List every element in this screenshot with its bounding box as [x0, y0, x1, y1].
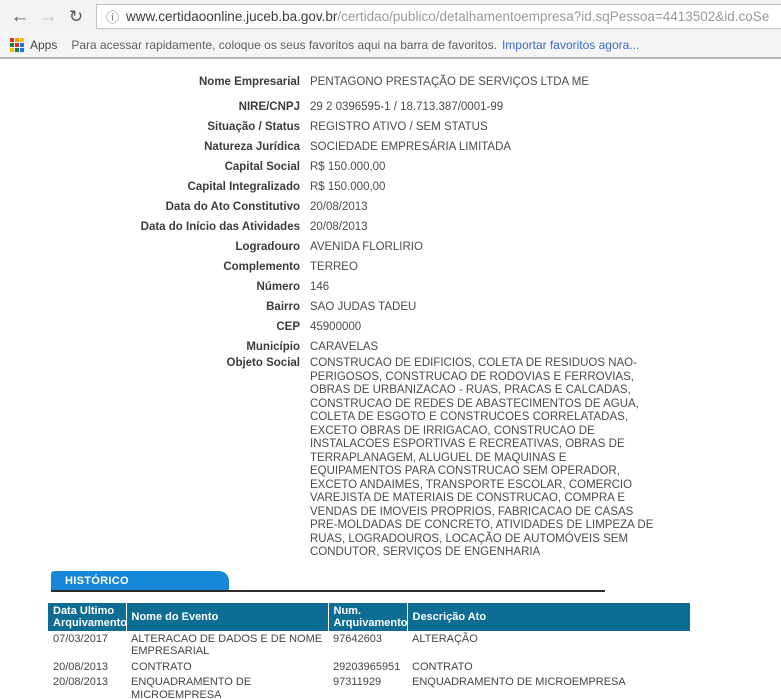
field-cep [0, 317, 781, 337]
field-label: Data do Ato Constitutivo [165, 201, 300, 213]
col-header-data-ultimo-arquivamento: Data Ultimo Arquivamento [48, 603, 126, 631]
table-row [48, 674, 690, 699]
col-header-nome-do-evento: Nome do Evento [126, 603, 328, 631]
tab-historico[interactable]: HISTÓRICO [51, 571, 229, 590]
field-label: CEP [276, 321, 300, 333]
url-path: /certidao/publico/detalhamentoempresa?id.sqPessoa=4413502&id.coSe [337, 9, 770, 24]
apps-label: Apps [30, 38, 58, 52]
import-favorites-link[interactable]: Importar favoritos agora... [501, 38, 640, 52]
field-label: Número [256, 281, 300, 293]
back-button[interactable]: ← [10, 6, 30, 27]
cell-data: 20/08/2013 [53, 660, 109, 673]
field-value: SAO JUDAS TADEU [310, 301, 417, 313]
historico-table [48, 603, 690, 699]
field-value: 146 [310, 281, 330, 293]
historico-tab-bar [51, 571, 605, 592]
field-value: SOCIEDADE EMPRESÁRIA LIMITADA [310, 141, 512, 153]
field-label: Objeto Social [226, 357, 300, 369]
field-data-inicio-atividades [0, 217, 781, 237]
cell-data: 20/08/2013 [53, 676, 109, 688]
field-numero [0, 277, 781, 297]
cell-evento: ENQUADRAMENTO DE MICROEMPRESA [131, 676, 252, 699]
cell-num: 29203965951 [333, 660, 401, 673]
field-municipio [0, 337, 781, 357]
field-objeto-social [0, 357, 781, 560]
table-row [48, 631, 690, 659]
field-situacao-status [0, 117, 781, 137]
cell-descricao: CONTRATO [412, 660, 473, 673]
field-label: Capital Integralizado [187, 181, 300, 193]
apps-grid-icon [10, 38, 24, 52]
field-value: 45900000 [310, 321, 362, 333]
field-label: NIRE/CNPJ [238, 101, 300, 113]
favorites-hint-text: Para acessar rapidamente, coloque os seus favoritos aqui na barra de favoritos. [71, 38, 497, 52]
url-domain: www.certidaoonline.juceb.ba.gov.br [126, 9, 338, 24]
field-nire-cnpj [0, 97, 781, 117]
col-header-descricao-ato: Descrição Ato [407, 603, 690, 631]
field-bairro [0, 297, 781, 317]
bookmarks-bar [0, 33, 781, 59]
field-label: Bairro [266, 301, 300, 313]
field-label: Situação / Status [207, 121, 300, 133]
field-data-ato-constitutivo [0, 197, 781, 217]
table-header-row [48, 603, 690, 631]
field-value: CARAVELAS [310, 341, 379, 353]
field-value: 20/08/2013 [310, 201, 368, 213]
field-logradouro [0, 237, 781, 257]
col-header-num-arquivamento: Num. Arquivamento [328, 603, 407, 631]
field-value: REGISTRO ATIVO / SEM STATUS [310, 121, 488, 133]
page-info-icon[interactable]: ⓘ [106, 10, 120, 25]
field-complemento [0, 257, 781, 277]
cell-descricao: ALTERAÇÃO [412, 632, 478, 645]
field-value: TERREO [310, 261, 358, 273]
field-label: Logradouro [235, 241, 300, 253]
field-label: Data do Início das Atividades [140, 221, 300, 233]
browser-chrome [0, 0, 781, 59]
refresh-button[interactable]: ↻ [68, 7, 84, 26]
field-nome-empresarial [0, 72, 781, 92]
field-value: 29 2 0396595-1 / 18.713.387/0001-99 [310, 101, 504, 113]
field-label: Nome Empresarial [199, 76, 300, 88]
field-capital-integralizado [0, 177, 781, 197]
cell-descricao: ENQUADRAMENTO DE MICROEMPRESA [412, 676, 626, 688]
field-value: PENTAGONO PRESTAÇÃO DE SERVIÇOS LTDA ME [310, 76, 590, 88]
cell-evento: CONTRATO [131, 660, 192, 673]
field-label: Capital Social [224, 161, 300, 173]
field-label: Natureza Jurídica [204, 141, 300, 153]
cell-evento: ALTERACAO DE DADOS E DE NOME EMPRESARIAL [131, 632, 323, 657]
field-value: R$ 150.000,00 [310, 161, 386, 173]
cell-data: 07/03/2017 [53, 632, 109, 645]
field-value: 20/08/2013 [310, 221, 368, 233]
field-capital-social [0, 157, 781, 177]
apps-button[interactable] [10, 38, 57, 52]
table-row [48, 659, 690, 675]
field-label: Município [246, 341, 300, 353]
field-label: Complemento [223, 261, 300, 273]
field-value: CONSTRUCAO DE EDIFICIOS, COLETA DE RESIDUOS NAO-PERIGOSOS, CONSTRUCAO DE RODOVIAS E FERROVIAS, OBRAS DE URBANIZACAO - RUAS, PRACAS E CALCADAS, CONSTRUCAO DE REDES DE ABASTECIMENTOS DE AGUA, COLETA DE ESGOTO E CONSTRUCOES CORRELATADAS, EXCETO OBRAS DE IRRIGACAO, CONSTRUCAO DE INSTALACOES ESPORTIVAS E RECREATIVAS, OBRAS DE TERRAPLANAGEM, ALUGUEL DE MAQUINAS E EQUIPAMENTOS PARA CONSTRUCAO SEM OPERADOR, EXCETO ANDAIMES, TRANSPORTE ESCOLAR, COMERCIO VAREJISTA DE MATERIAIS DE CONSTRUCAO, COMPRA E VENDAS DE IMOVEIS PROPRIOS, FABRICACAO DE CASAS PRE-MOLDADAS DE CONCRETO, ATIVIDADES DE LIMPEZA DE RUAS, LOGRADOUROS, LOCAÇÃO DE AUTOMÓVEIS SEM CONDUTOR, SERVIÇOS DE ENGENHARIA [310, 357, 654, 558]
cell-num: 97642603 [333, 632, 382, 645]
browser-toolbar [0, 0, 781, 33]
cell-num: 97311929 [333, 676, 382, 688]
field-value: AVENIDA FLORLIRIO [310, 241, 423, 253]
field-value: R$ 150.000,00 [310, 181, 386, 193]
company-detail-page [0, 59, 781, 699]
field-natureza-juridica [0, 137, 781, 157]
forward-button[interactable]: → [38, 6, 58, 27]
address-bar[interactable] [96, 4, 781, 29]
